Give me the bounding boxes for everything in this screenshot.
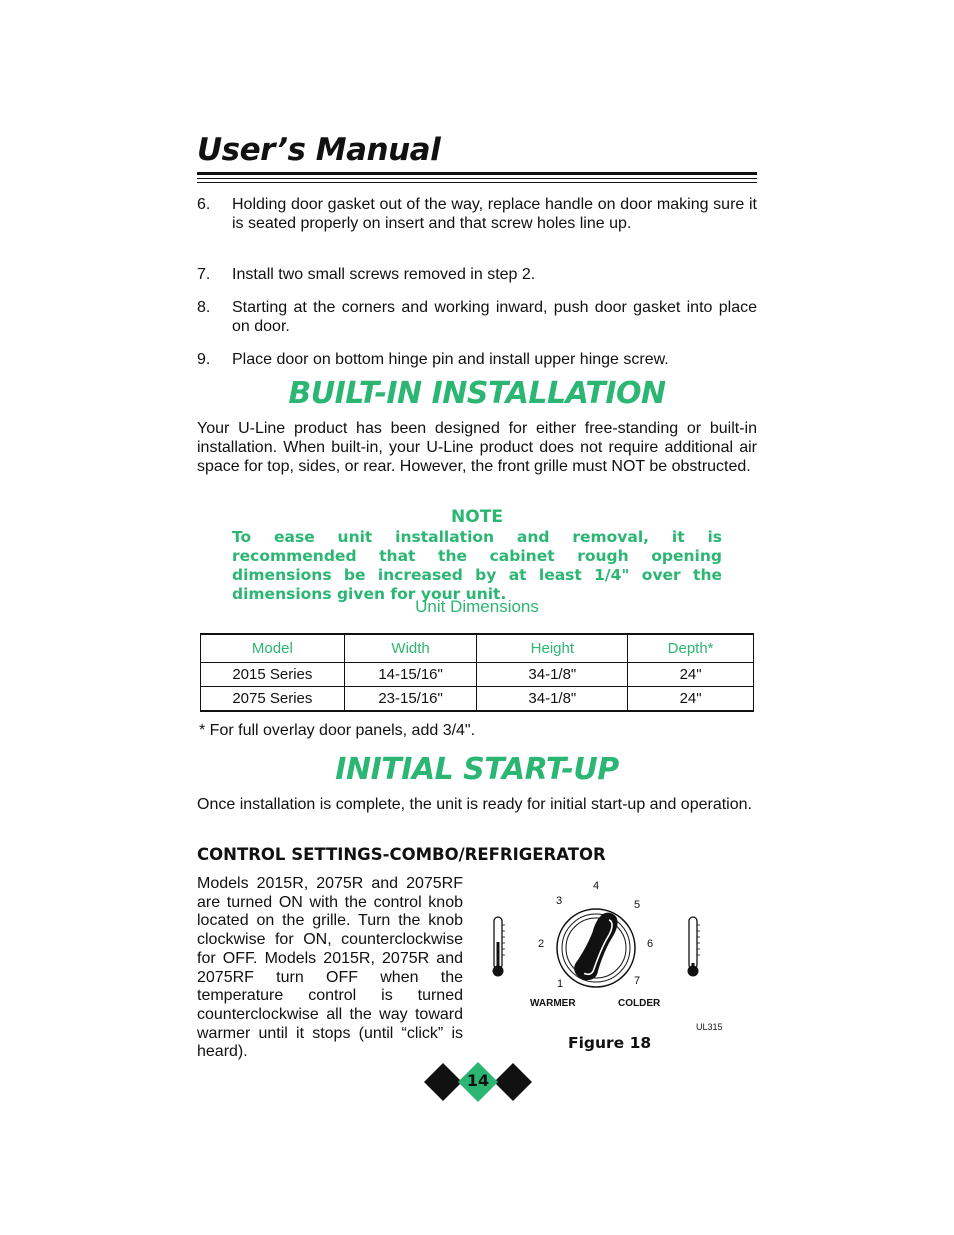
builtin-installation-heading: BUILT-IN INSTALLATION (288, 376, 666, 411)
table-cell: 24" (628, 663, 754, 687)
step-text: Holding door gasket out of the way, replace handle on door making sure it is seated properly on insert and that screw holes line up. (232, 196, 757, 232)
colder-label: COLDER (618, 998, 661, 1009)
dial-number: 2 (538, 938, 545, 950)
step-number: 9. (197, 351, 211, 368)
table-header-row (201, 634, 754, 663)
figure-code: UL315 (696, 1022, 723, 1032)
step-text: Install two small screws removed in step 2. (232, 266, 536, 283)
dial-number: 5 (634, 899, 641, 911)
table-cell: 34-1/8" (477, 663, 628, 687)
table-cell: 2075 Series (201, 687, 345, 712)
table-row (201, 663, 754, 687)
dial-number: 4 (593, 880, 600, 892)
table-row (201, 687, 754, 712)
dial-number: 6 (647, 938, 654, 950)
step-text: Place door on bottom hinge pin and install upper hinge screw. (232, 351, 669, 368)
unit-dimensions-table (200, 633, 754, 712)
thermometer-icon (493, 917, 506, 977)
page-number-badge (424, 1059, 532, 1105)
step-number: 6. (197, 196, 211, 213)
column-header-width: Width (344, 634, 477, 663)
control-settings-text: Models 2015R, 2075R and 2075RF are turned ON with the control knob located on the grille. Turn the knob clockwise for ON, counterclockwise for OFF. Models 2015R, 2075R and 2075RF turn OFF when the temperature control is turned counterclockwise all the way toward warmer until it stops (until “click” is heard). (197, 875, 463, 1061)
dial-number: 1 (557, 978, 564, 990)
note-heading: NOTE (451, 507, 503, 527)
column-header-height: Height (477, 634, 628, 663)
page-number: 14 (466, 1071, 490, 1090)
step-9 (197, 350, 757, 369)
initial-startup-text: Once installation is complete, the unit is ready for initial start-up and operation. (197, 796, 752, 813)
table-cell: 34-1/8" (477, 687, 628, 712)
column-header-depth: Depth* (628, 634, 754, 663)
dial-number: 7 (634, 975, 641, 987)
step-text: Starting at the corners and working inward, push door gasket into place on door. (232, 299, 757, 335)
table-cell: 2015 Series (201, 663, 345, 687)
figure-caption: Figure 18 (568, 1034, 652, 1052)
dial-number: 3 (556, 895, 563, 907)
step-number: 7. (197, 266, 211, 283)
table-cell: 23-15/16" (344, 687, 477, 712)
manual-title: User’s Manual (197, 132, 441, 168)
table-cell: 14-15/16" (344, 663, 477, 687)
header-rule-thin (197, 178, 757, 179)
step-8 (197, 298, 757, 336)
builtin-installation-text: Your U-Line product has been designed for either free-standing or built-in installation. When built-in, your U-Line product does not require additional air space for top, sides, or rear. However, the front grille must NOT be obstructed. (197, 420, 757, 475)
column-header-model: Model (201, 634, 345, 663)
step-6 (197, 195, 757, 233)
step-number: 8. (197, 299, 211, 316)
initial-startup-heading: INITIAL START-UP (335, 752, 619, 787)
control-knob-figure (478, 870, 738, 1060)
thermometer-icon (688, 917, 701, 977)
control-settings-subheading: CONTROL SETTINGS-COMBO/REFRIGERATOR (197, 845, 606, 864)
dial-knob-icon (557, 908, 635, 987)
overlay-footnote: * For full overlay door panels, add 3/4". (199, 722, 476, 739)
warmer-label: WARMER (530, 998, 576, 1009)
note-text: To ease unit installation and removal, it is recommended that the cabinet rough opening dimensions be increased by at least 1/4" over the dimensions given for your unit. (232, 528, 722, 603)
header-rule-thick (197, 172, 757, 175)
header-rule-thin (197, 182, 757, 183)
step-7 (197, 265, 757, 284)
table-cell: 24" (628, 687, 754, 712)
unit-dimensions-caption: Unit Dimensions (415, 597, 539, 616)
